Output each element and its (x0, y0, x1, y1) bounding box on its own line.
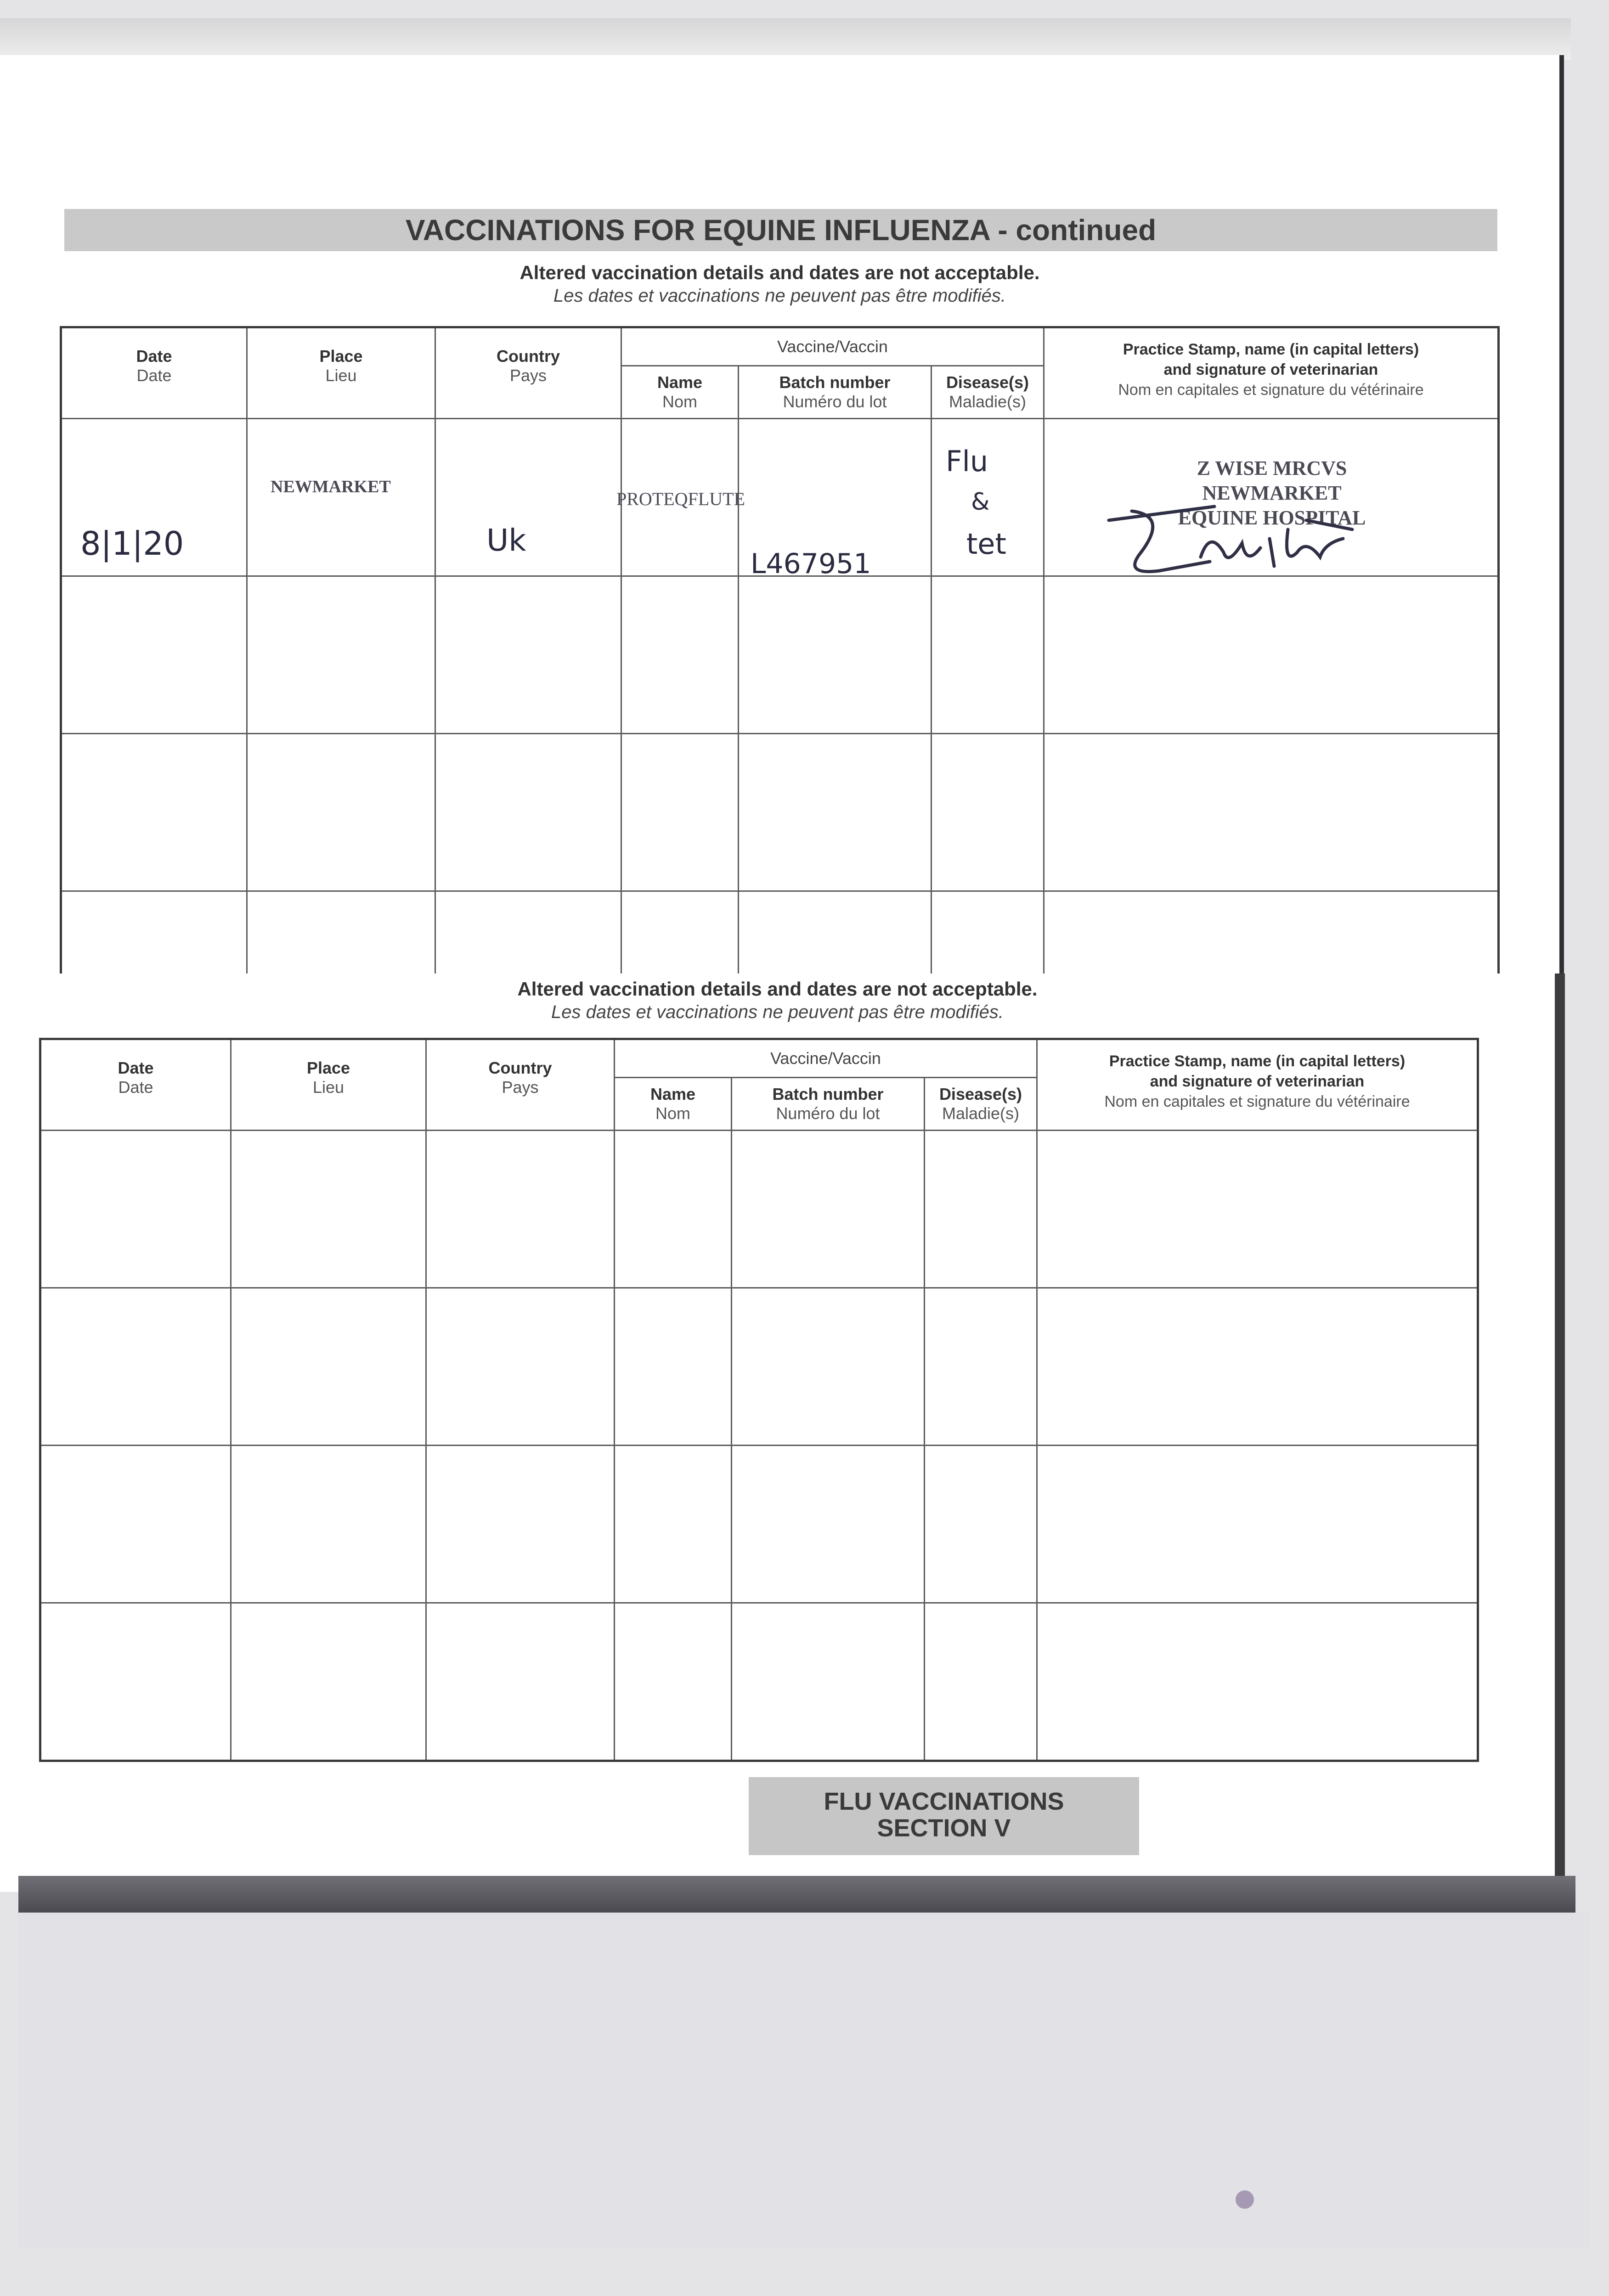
veterinarian-signature (1104, 502, 1361, 580)
header-practice-stamp: Practice Stamp, name (in capital letters) and signature of veterinarian Nom en capitales et signature du vétérinaire (1037, 1039, 1478, 1131)
page-edge-shadow (18, 1876, 1575, 1913)
page-title: VACCINATIONS FOR EQUINE INFLUENZA - continued (64, 209, 1497, 251)
table-row (40, 1446, 1478, 1603)
entry-disease-1: Flu (946, 445, 988, 478)
entry-disease-3: tet (966, 527, 1006, 561)
header-place: Place Lieu (231, 1039, 426, 1131)
notice-french: Les dates et vaccinations ne peuvent pas être modifiés. (553, 286, 1006, 306)
vaccination-table-bottom (39, 1038, 1479, 1762)
entry-place-cell (247, 419, 435, 576)
table-row (61, 734, 1499, 891)
header-vaccine-name: Name Nom (621, 366, 739, 419)
header-place: Place Lieu (247, 327, 435, 419)
entry-date-cell (61, 419, 247, 576)
practice-stamp-line-3: EQUINE HOSPITAL (1178, 506, 1366, 529)
table-row (40, 1131, 1478, 1288)
entry-name-cell (616, 419, 745, 576)
scan-shadow (0, 18, 1571, 60)
header-vaccine: Vaccine/Vaccin (615, 1039, 1037, 1078)
header-country: Country Pays (435, 327, 621, 419)
table-row (61, 419, 1499, 576)
entry-stamp-cell (1044, 419, 1499, 576)
header-batch-number: Batch number Numéro du lot (739, 366, 932, 419)
entry-batch-number: L467951 (751, 548, 871, 580)
practice-stamp-line-1: Z WISE MRCVS (1197, 457, 1347, 479)
header-diseases: Disease(s) Maladie(s) (925, 1078, 1037, 1131)
header-vaccine-name: Name Nom (615, 1078, 732, 1131)
entry-vaccine-name-stamp: PROTEQFLUTE (616, 489, 745, 509)
header-diseases: Disease(s) Maladie(s) (932, 366, 1044, 419)
header-vaccine: Vaccine/Vaccin (621, 327, 1044, 366)
table-row (40, 1603, 1478, 1761)
header-country: Country Pays (426, 1039, 615, 1131)
header-date: Date Date (61, 327, 247, 419)
alteration-notice-bottom (0, 978, 1555, 1023)
table-row (61, 576, 1499, 734)
entry-date: 8|1|20 (80, 525, 184, 563)
ink-mark (1236, 2190, 1254, 2209)
header-batch-number: Batch number Numéro du lot (732, 1078, 925, 1131)
entry-country: Uk (486, 523, 526, 558)
notice-english: Altered vaccination details and dates are not acceptable. (517, 978, 1038, 1000)
practice-stamp-line-2: NEWMARKET (1202, 482, 1342, 504)
table-row (40, 1288, 1478, 1446)
entry-batch-cell (739, 419, 932, 580)
entry-disease-cell (932, 419, 1044, 576)
entry-disease-2: & (971, 488, 990, 516)
vaccination-table-top (60, 326, 1500, 1050)
entry-country-cell (435, 419, 621, 576)
header-practice-stamp: Practice Stamp, name (in capital letters) and signature of veterinarian Nom en capitales et signature du vétérinaire (1044, 327, 1499, 419)
header-date: Date Date (40, 1039, 231, 1131)
entry-place-stamp: NEWMARKET (271, 477, 391, 496)
passport-page-lower (0, 974, 1565, 1892)
section-label (749, 1777, 1139, 1855)
notice-french: Les dates et vaccinations ne peuvent pas être modifiés. (551, 1002, 1004, 1022)
alteration-notice-top (0, 262, 1559, 306)
notice-english: Altered vaccination details and dates are not acceptable. (519, 262, 1040, 283)
section-label-line-1: FLU VACCINATIONS (824, 1788, 1064, 1815)
section-label-line-2: SECTION V (877, 1814, 1011, 1842)
passport-page-upper (0, 55, 1564, 978)
back-cover (18, 1913, 1589, 2248)
